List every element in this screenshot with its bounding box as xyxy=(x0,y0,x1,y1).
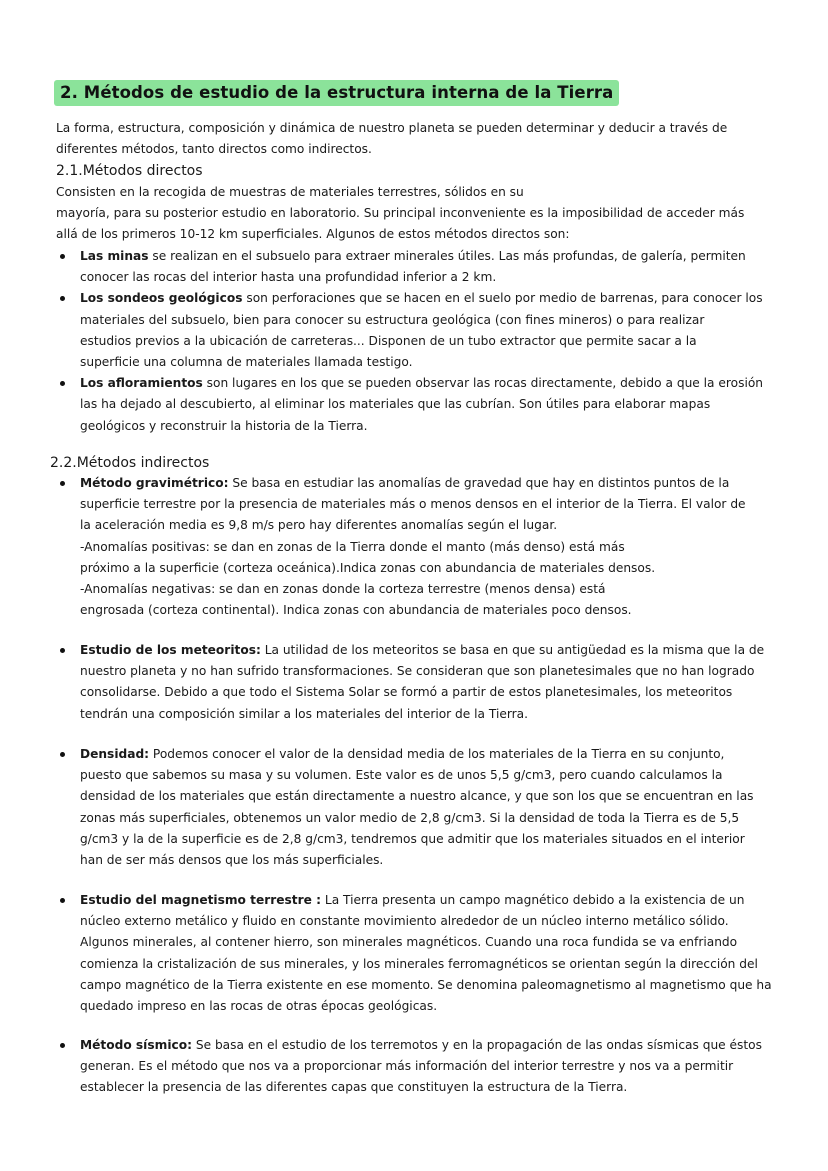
text-line: g/cm3 y la de la superficie es de 2,8 g/cm3, tendremos que admitir que los materiales situados en el interior xyxy=(80,831,745,846)
text-line: densidad de los materiales que están directamente a nuestro alcance, y que son los que se encuentran en las xyxy=(80,789,754,804)
text-line: tendrán una composición similar a los materiales del interior de la Tierra. xyxy=(80,706,528,721)
section-title: 2. Métodos de estudio de la estructura interna de la Tierra xyxy=(54,80,619,106)
text-line: -Anomalías positivas: se dan en zonas de la Tierra donde el manto (más denso) está más xyxy=(80,539,625,554)
list-item: Los sondeos geológicos son perforaciones que se hacen en el suelo por medio de barrenas, para conocer los materiales del subsuelo, bien para conocer su estructura geológica (con fines mineros) o para realizar estudios previos a la ubicación de carreteras... Disponen de un tubo extractor que permite sacar a la superficie una columna de materiales llamada testigo. xyxy=(56,288,763,373)
list-item: Los afloramientos son lugares en los que se pueden observar las rocas directamente, debido a que la erosión las ha dejado al descubierto, al eliminar los materiales que las cubrían. Son útiles para elaborar mapas geológicos y reconstruir la historia de la Tierra. xyxy=(56,373,763,437)
text-line: superficie terrestre por la presencia de materiales más o menos densos en el interior de la Tierra. El valor de xyxy=(80,497,746,512)
text-line: comienza la cristalización de sus minerales, y los minerales ferromagnéticos se orientan según la dirección del xyxy=(80,956,758,971)
indirectos-list-sismico xyxy=(56,1035,762,1099)
text-line: establecer la presencia de las diferentes capas que constituyen la estructura de la Tierra. xyxy=(80,1080,628,1095)
list-item: Método sísmico: Se basa en el estudio de los terremotos y en la propagación de las ondas sísmicas que éstos generan. Es el método que nos va a proporcionar más información del interior terrestre y nos va a permitir establecer la presencia de las diferentes capas que constituyen la estructura de la Tierra. xyxy=(56,1035,762,1099)
intro-paragraph xyxy=(56,118,727,160)
list-item: Método gravimétrico: Se basa en estudiar las anomalías de gravedad que hay en distintos puntos de la superficie terrestre por la presencia de materiales más o menos densos en el interior de la Tierra. El valor de la aceleración media es 9,8 m/s pero hay diferentes anomalías según el lugar. -Anomalías positivas: se dan en zonas de la Tierra donde el manto (más denso) está más próximo a la superficie (corteza oceánica).Indica zonas con abundancia de materiales densos. -Anomalías negativas: se dan en zonas donde la corteza terrestre (menos densa) está engrosada (corteza continental). Indica zonas con abundancia de materiales poco densos. xyxy=(56,473,746,621)
text-line: -Anomalías negativas: se dan en zonas donde la corteza terrestre (menos densa) está xyxy=(80,582,606,597)
indirectos-list-meteoritos xyxy=(56,640,764,725)
text-line: mayoría, para su posterior estudio en laboratorio. Su principal inconveniente es la imposibilidad de acceder más xyxy=(56,206,745,221)
text-line: estudios previos a la ubicación de carreteras... Disponen de un tubo extractor que permite sacar a la xyxy=(80,333,697,348)
text-line: próximo a la superficie (corteza oceánica).Indica zonas con abundancia de materiales densos. xyxy=(80,560,656,575)
text-line: generan. Es el método que nos va a proporcionar más información del interior terrestre y nos va a permitir xyxy=(80,1059,734,1074)
text-line: superficie una columna de materiales llamada testigo. xyxy=(80,355,413,370)
text-line: consolidarse. Debido a que todo el Sistema Solar se formó a partir de estos planetesimales, los meteoritos xyxy=(80,685,733,700)
term-densidad: Densidad: xyxy=(80,747,150,761)
term-afloramientos: Los afloramientos xyxy=(80,376,203,391)
indirectos-list-densidad xyxy=(56,744,754,871)
text-line: geológicos y reconstruir la historia de la Tierra. xyxy=(80,418,368,433)
directos-list xyxy=(56,246,763,437)
indirectos-list-magnetismo xyxy=(56,890,772,1017)
text-line: campo magnético de la Tierra existente en ese momento. Se denomina paleomagnetismo al magnetismo que ha xyxy=(80,977,772,992)
text-line: allá de los primeros 10-12 km superficiales. Algunos de estos métodos directos son: xyxy=(56,227,570,242)
subheading-indirectos: 2.2.Métodos indirectos xyxy=(50,455,210,471)
text-line: nuestro planeta y no han sufrido transformaciones. Se consideran que son planetesimales que no han logrado xyxy=(80,664,755,679)
text-line: conocer las rocas del interior hasta una profundidad inferior a 2 km. xyxy=(80,270,497,285)
text-line: las ha dejado al descubierto, al eliminar los materiales que las cubrían. Son útiles para elaborar mapas xyxy=(80,397,711,412)
subheading-directos: 2.1.Métodos directos xyxy=(56,163,203,179)
text-line: Algunos minerales, al contener hierro, son minerales magnéticos. Cuando una roca fundida se va enfriando xyxy=(80,935,738,950)
term-minas: Las minas xyxy=(80,249,149,263)
text-line: han de ser más densos que los más superficiales. xyxy=(80,853,384,868)
text-line: quedado impreso en las rocas de otras épocas geológicas. xyxy=(80,999,438,1014)
list-item: Estudio de los meteoritos: La utilidad de los meteoritos se basa en que su antigüedad es la misma que la de nuestro planeta y no han sufrido transformaciones. Se consideran que son planetesimales que no han logrado consolidarse. Debido a que todo el Sistema Solar se formó a partir de estos planetesimales, los meteoritos tendrán una composición similar a los materiales del interior de la Tierra. xyxy=(56,640,764,725)
directos-description xyxy=(56,182,744,246)
text-line: diferentes métodos, tanto directos como indirectos. xyxy=(56,142,372,157)
text-line: La forma, estructura, composición y dinámica de nuestro planeta se pueden determinar y deducir a través de xyxy=(56,121,728,135)
term-gravimetrico: Método gravimétrico: xyxy=(80,476,229,490)
indirectos-list-gravimetrico xyxy=(56,473,746,621)
term-sondeos: Los sondeos geológicos xyxy=(80,291,243,306)
list-item: Estudio del magnetismo terrestre : La Tierra presenta un campo magnético debido a la existencia de un núcleo externo metálico y fluido en constante movimiento alrededor de un núcleo interno metálico sólido. Algunos minerales, al contener hierro, son minerales magnéticos. Cuando una roca fundida se va enfriando comienza la cristalización de sus minerales, y los minerales ferromagnéticos se orientan según la dirección del campo magnético de la Tierra existente en ese momento. Se denomina paleomagnetismo al magnetismo que ha quedado impreso en las rocas de otras épocas geológicas. xyxy=(56,890,772,1017)
term-sismico: Método sísmico: xyxy=(80,1038,192,1052)
text-line: puesto que sabemos su masa y su volumen. Este valor es de unos 5,5 g/cm3, pero cuando calculamos la xyxy=(80,768,723,783)
term-magnetismo: Estudio del magnetismo terrestre : xyxy=(80,893,322,907)
text-line: materiales del subsuelo, bien para conocer su estructura geológica (con fines mineros) o para realizar xyxy=(80,312,705,327)
text-line: engrosada (corteza continental). Indica zonas con abundancia de materiales poco densos. xyxy=(80,603,632,618)
text-line: la aceleración media es 9,8 m/s pero hay diferentes anomalías según el lugar. xyxy=(80,518,558,533)
list-item: Las minas se realizan en el subsuelo para extraer minerales útiles. Las más profundas, de galería, permiten conocer las rocas del interior hasta una profundidad inferior a 2 km. xyxy=(56,246,763,288)
text-line: núcleo externo metálico y fluido en constante movimiento alrededor de un núcleo interno metálico sólido. xyxy=(80,914,729,929)
term-meteoritos: Estudio de los meteoritos: xyxy=(80,643,261,657)
text-line: Consisten en la recogida de muestras de materiales terrestres, sólidos en su xyxy=(56,185,524,199)
text-line: zonas más superficiales, obtenemos un valor medio de 2,8 g/cm3. Si la densidad de toda la Tierra es de 5,5 xyxy=(80,810,740,825)
list-item: Densidad: Podemos conocer el valor de la densidad media de los materiales de la Tierra en su conjunto, puesto que sabemos su masa y su volumen. Este valor es de unos 5,5 g/cm3, pero cuando calculamos la densidad de los materiales que están directamente a nuestro alcance, y que son los que se encuentran en las zonas más superficiales, obtenemos un valor medio de 2,8 g/cm3. Si la densidad de toda la Tierra es de 5,5 g/cm3 y la de la superficie es de 2,8 g/cm3, tendremos que admitir que los materiales situados en el interior han de ser más densos que los más superficiales. xyxy=(56,744,754,871)
